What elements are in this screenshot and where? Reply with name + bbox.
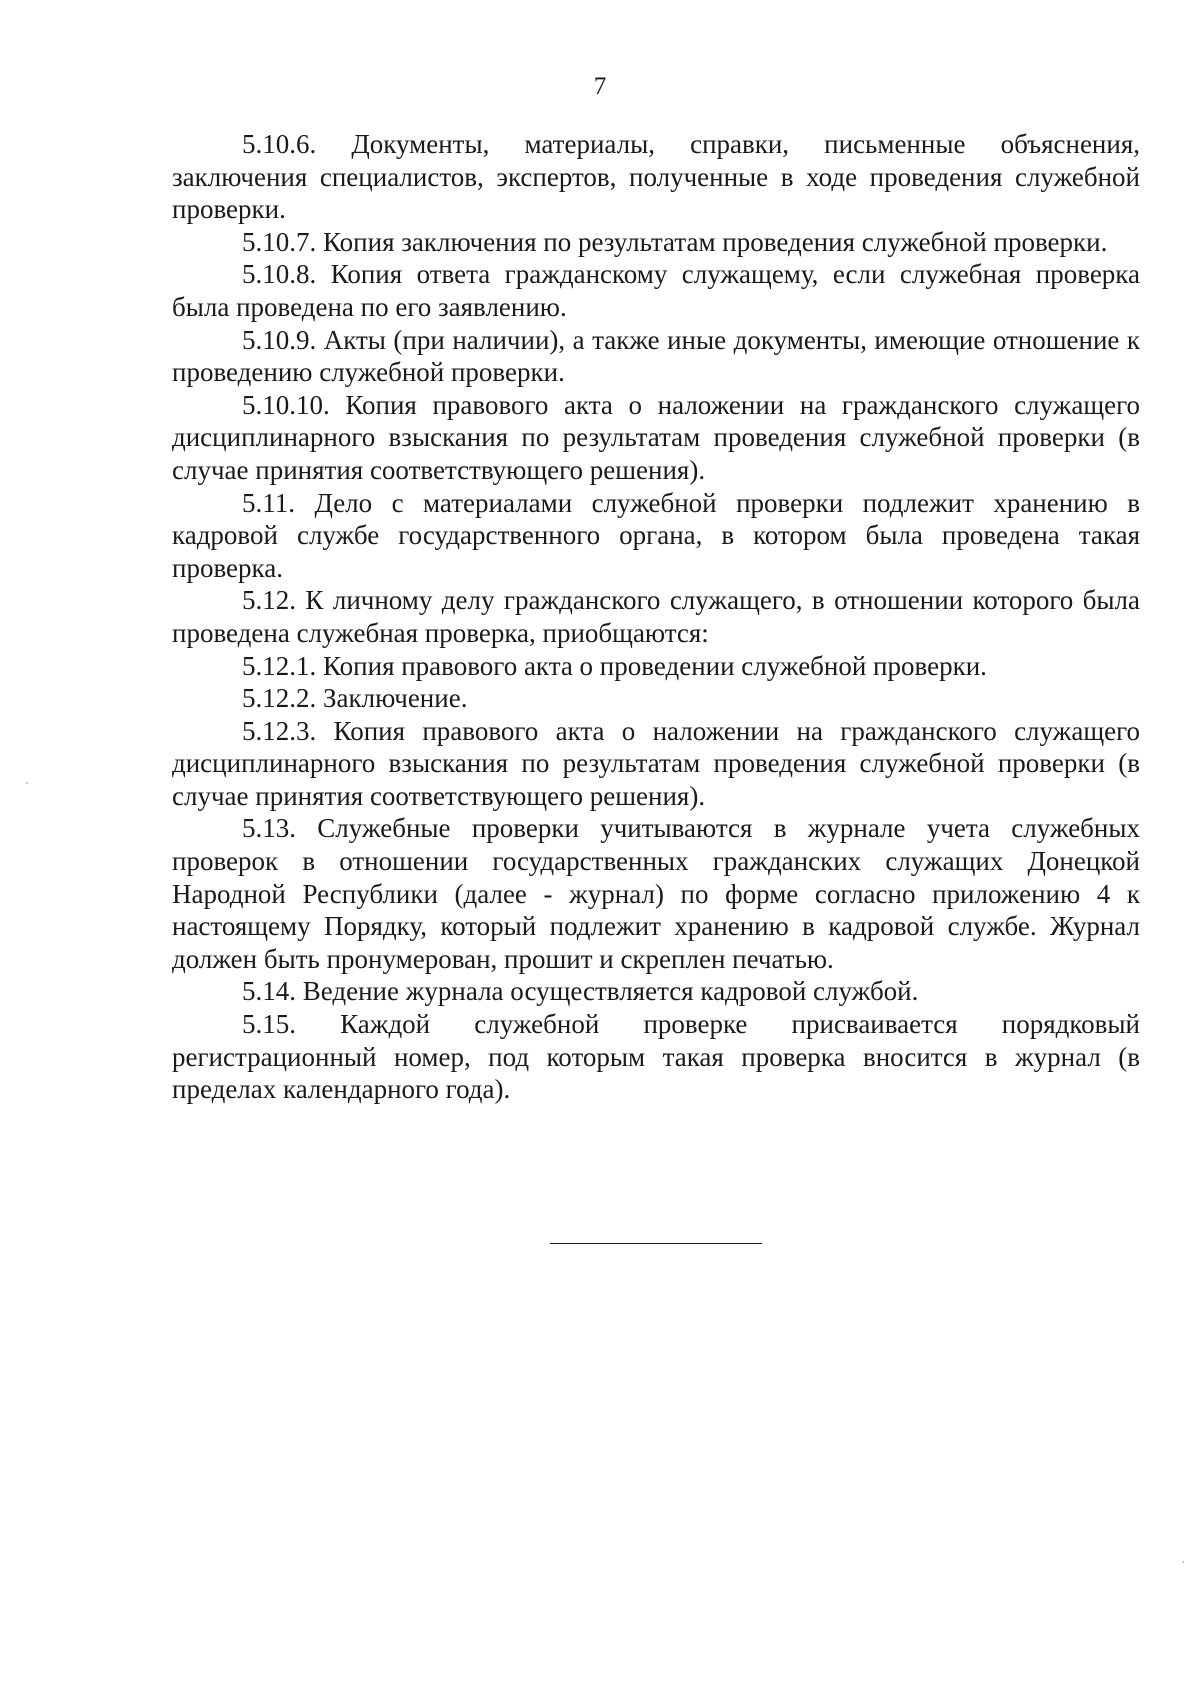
- clause-5-12-2: 5.12.2. Заключение.: [242, 683, 468, 714]
- clause-5-13: 5.13. Служебные проверки учитываются в журнале учета служебных проверок в отношении государственных гражданских служащих Донецкой Народной Республики (далее - журнал) по форме согласно приложению 4 к настоящему Порядку, который подлежит хранению в кадровой службе. Журнал должен быть пронумерован, прошит и скреплен печатью.: [172, 813, 1140, 974]
- clause-5-10-6: 5.10.6. Документы, материалы, справки, письменные объяснения, заключения специалистов, экспертов, полученные в ходе проведения служебной проверки.: [172, 129, 1140, 225]
- clause-5-10-9: 5.10.9. Акты (при наличии), а также иные документы, имеющие отношение к проведению служебной проверки.: [172, 324, 1140, 388]
- clause-5-11: 5.11. Дело с материалами служебной проверки подлежит хранению в кадровой службе государственного органа, в котором была проведена такая проверка.: [172, 487, 1140, 583]
- clause-5-12-1: 5.12.1. Копия правового акта о проведении служебной проверки.: [242, 650, 987, 681]
- clause-5-15: 5.15. Каждой служебной проверке присваивается порядковый регистрационный номер, под которым такая проверка вносится в журнал (в пределах календарного года).: [172, 1009, 1140, 1105]
- document-body: [172, 128, 1140, 1106]
- clause-5-10-8: 5.10.8. Копия ответа гражданскому служащему, если служебная проверка была проведена по его заявлению.: [172, 259, 1140, 322]
- scan-speck: [26, 782, 28, 784]
- page-number: 7: [593, 73, 607, 100]
- clause-5-14: 5.14. Ведение журнала осуществляется кадровой службой.: [242, 976, 919, 1007]
- clause-5-12-3: 5.12.3. Копия правового акта о наложении на гражданского служащего дисциплинарного взыскания по результатам проведения служебной проверки (в случае принятия соответствующего решения).: [172, 715, 1140, 811]
- clause-5-10-10: 5.10.10. Копия правового акта о наложении на гражданского служащего дисциплинарного взыскания по результатам проведения служебной проверки (в случае принятия соответствующего решения).: [172, 389, 1140, 485]
- scan-speck: [1182, 1561, 1184, 1563]
- clause-5-10-7: 5.10.7. Копия заключения по результатам проведения служебной проверки.: [242, 226, 1108, 257]
- end-of-text-rule: [550, 1243, 762, 1244]
- clause-5-12: 5.12. К личному делу гражданского служащего, в отношении которого была проведена служебная проверка, приобщаются:: [172, 585, 1140, 648]
